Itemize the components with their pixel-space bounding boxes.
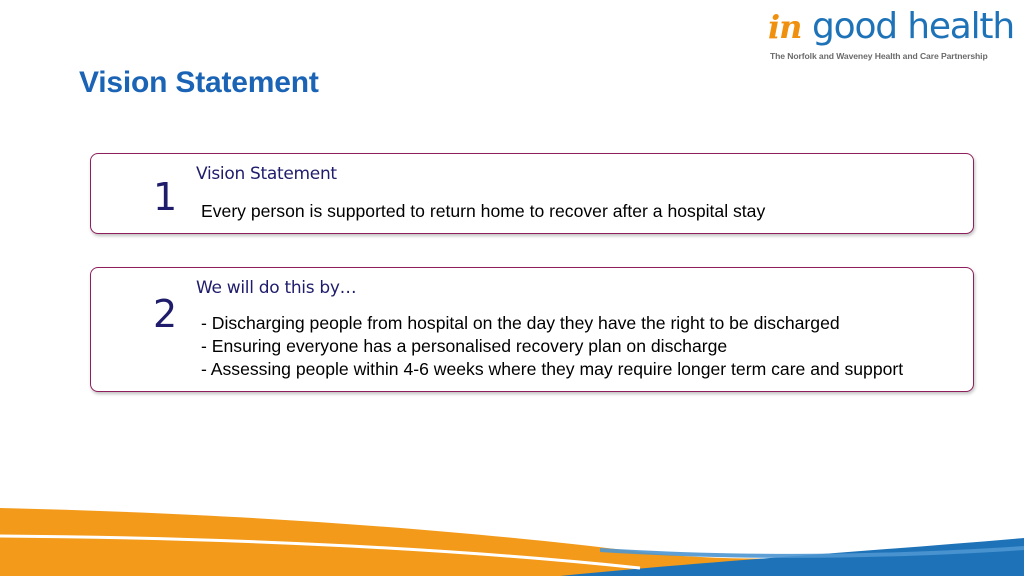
actions-card bbox=[90, 267, 974, 392]
page-title: Vision Statement bbox=[79, 66, 319, 99]
logo-name: good health bbox=[812, 6, 1014, 47]
in-good-health-logo bbox=[768, 6, 1018, 66]
card-number: 1 bbox=[153, 175, 178, 219]
card-body bbox=[201, 312, 903, 381]
card-body bbox=[201, 200, 765, 223]
card-line: - Assessing people within 4-6 weeks where they may require longer term care and support bbox=[201, 359, 904, 379]
card-line: Every person is supported to return home to recover after a hospital stay bbox=[201, 201, 766, 221]
card-line: - Ensuring everyone has a personalised recovery plan on discharge bbox=[201, 336, 728, 356]
card-heading: We will do this by… bbox=[196, 278, 357, 298]
bottom-swoosh-decoration bbox=[0, 490, 1024, 576]
vision-card bbox=[90, 153, 974, 234]
logo-mark: in bbox=[768, 8, 802, 46]
card-number: 2 bbox=[153, 292, 178, 336]
card-line: - Discharging people from hospital on the day they have the right to be discharged bbox=[201, 313, 840, 333]
logo-tagline: The Norfolk and Waveney Health and Care Partnership bbox=[770, 51, 988, 61]
card-heading: Vision Statement bbox=[196, 164, 337, 184]
